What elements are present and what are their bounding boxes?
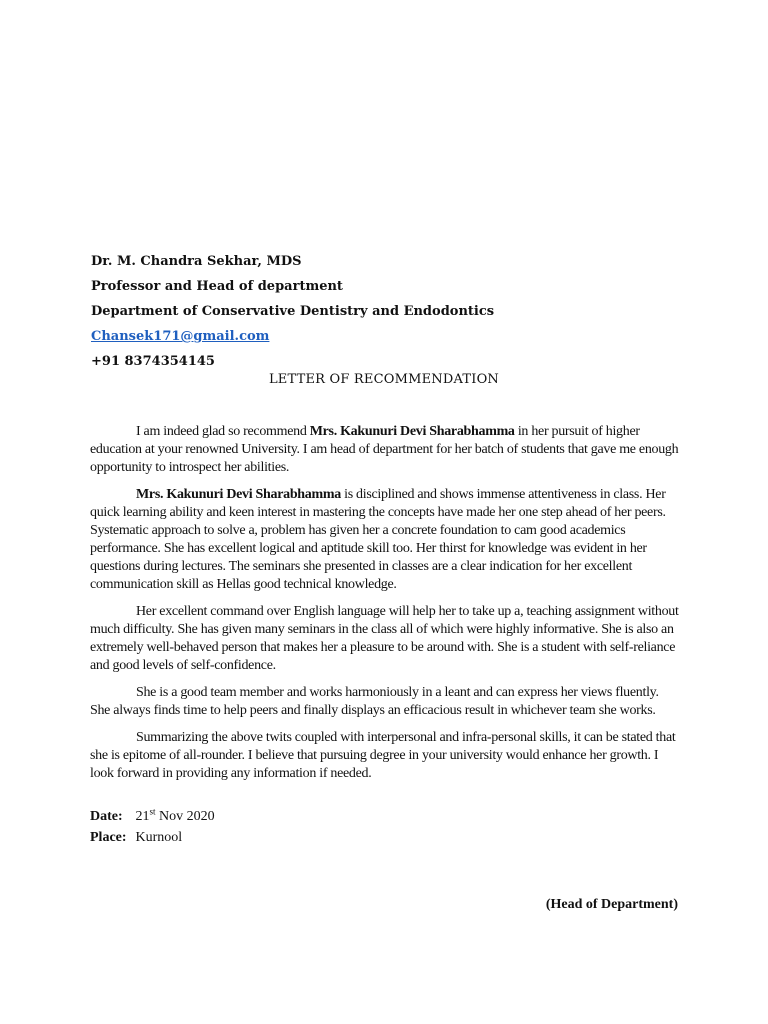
date-label: Date: xyxy=(90,809,123,824)
letter-title: LETTER OF RECOMMENDATION xyxy=(268,372,500,387)
letter-body xyxy=(90,423,680,792)
author-name: Dr. M. Chandra Sekhar, MDS xyxy=(91,254,302,269)
author-position: Professor and Head of department xyxy=(91,279,343,294)
author-department: Department of Conservative Dentistry and Endodontics xyxy=(91,304,495,319)
paragraph-3: Her excellent command over English language will help her to take up a, teaching assignment without much difficulty. She has given many seminars in the class all of which were highly informative. She is also an extremely well-behaved person that makes her a pleasure to be around with. She is a student with self-reliance and good levels of self-confidence. xyxy=(90,604,679,673)
letterhead xyxy=(91,249,494,374)
candidate-name: Mrs. Kakunuri Devi Sharabhamma xyxy=(309,424,515,439)
date-value: 21st Nov 2020 xyxy=(135,806,215,824)
paragraph-4: She is a good team member and works harmoniously in a leant and can express her views fluently. She always finds time to help peers and finally displays an efficacious result in whichever team she works. xyxy=(90,685,659,718)
phone-number: +91 8374354145 xyxy=(91,354,215,369)
paragraph-2: Mrs. Kakunuri Devi Sharabhamma is disciplined and shows immense attentiveness in class. Her quick learning ability and keen interest in mastering the concepts have made her one step ahead of her peers. Systematic approach to solve a, problem has given her a concrete foundation to cam good academics performance. She has excellent logical and aptitude skill too. Her thirst for knowledge was evident in her questions during lectures. The seminars she presented in classes are a clear indication for her excellent communication skill as Hellas good technical knowledge. xyxy=(90,487,666,592)
place-line xyxy=(90,827,215,848)
paragraph-1: I am indeed glad so recommend Mrs. Kakunuri Devi Sharabhamma in her pursuit of higher education at your renowned University. I am head of department for her batch of students that gave me enough opportunity to introspect her abilities. xyxy=(90,424,679,475)
date-line xyxy=(90,806,215,827)
date-place-block xyxy=(90,806,215,848)
place-label: Place: xyxy=(90,830,127,845)
email-link[interactable]: Chansek171@gmail.com xyxy=(91,329,270,344)
signature-line: (Head of Department) xyxy=(545,897,678,912)
candidate-name: Mrs. Kakunuri Devi Sharabhamma xyxy=(136,487,341,502)
paragraph-5: Summarizing the above twits coupled with interpersonal and infra-personal skills, it can be stated that she is epitome of all-rounder. I believe that pursuing degree in your university would enhance her growth. I look forward in providing any information if needed. xyxy=(90,730,676,781)
place-value: Kurnool xyxy=(135,830,183,845)
